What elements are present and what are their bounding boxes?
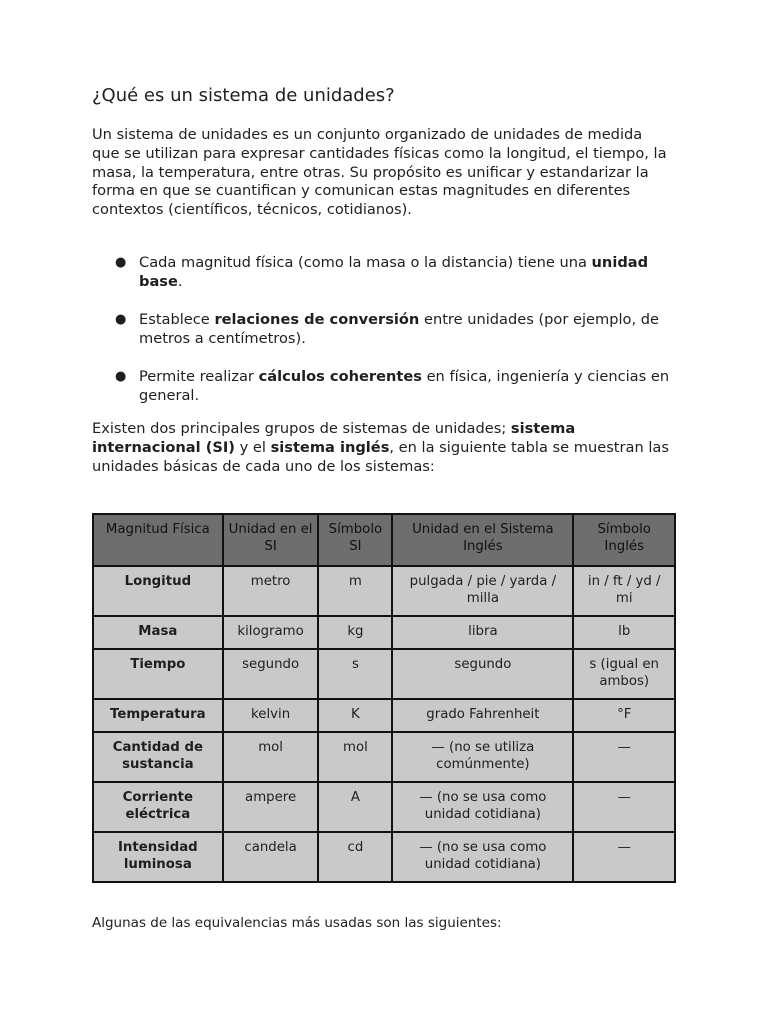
column-header: Magnitud Física (93, 514, 223, 566)
table-cell: grado Fahrenheit (392, 699, 573, 732)
table-cell: cd (318, 832, 392, 882)
bullet-list (92, 254, 672, 426)
table-cell: pulgada / pie / yarda / milla (392, 566, 573, 616)
table-header-row (93, 514, 675, 566)
table-cell: s (318, 649, 392, 699)
column-header: Unidad en el Sistema Inglés (392, 514, 573, 566)
table-cell: in / ft / yd / mi (573, 566, 675, 616)
table-cell: metro (223, 566, 319, 616)
table-cell: Tiempo (93, 649, 223, 699)
bullet-icon: ● (115, 255, 127, 270)
table-cell: kilogramo (223, 616, 319, 649)
table-row (93, 699, 675, 732)
systems-paragraph: Existen dos principales grupos de sistemas de unidades; sistema internacional (SI) y el sistema inglés, en la siguiente tabla se muestran las unidades básicas de cada uno de los sistemas: (92, 420, 669, 475)
table-row (93, 732, 675, 782)
table-cell: Cantidad de sustancia (93, 732, 223, 782)
table-cell: libra (392, 616, 573, 649)
table-cell: kg (318, 616, 392, 649)
table-cell: K (318, 699, 392, 732)
table-cell: Longitud (93, 566, 223, 616)
table-row (93, 649, 675, 699)
table-row (93, 616, 675, 649)
column-header: Unidad en el SI (223, 514, 319, 566)
table-cell: ampere (223, 782, 319, 832)
table-cell: — (573, 832, 675, 882)
table-cell: kelvin (223, 699, 319, 732)
equivalences-caption: Algunas de las equivalencias más usadas son las siguientes: (92, 915, 502, 931)
table-cell: s (igual en ambos) (573, 649, 675, 699)
list-item: ● Cada magnitud física (como la masa o la distancia) tiene una unidad base. (115, 254, 649, 290)
table-cell: segundo (392, 649, 573, 699)
table-cell: — (573, 782, 675, 832)
table-cell: segundo (223, 649, 319, 699)
table-cell: mol (318, 732, 392, 782)
table-cell: — (573, 732, 675, 782)
column-header: Símbolo SI (318, 514, 392, 566)
table-cell: candela (223, 832, 319, 882)
table-row (93, 832, 675, 882)
table-cell: Intensidad luminosa (93, 832, 223, 882)
intro-paragraph: Un sistema de unidades es un conjunto organizado de unidades de medida que se utilizan para expresar cantidades físicas como la longitud, el tiempo, la masa, la temperatura, entre otras. Su propósito es unificar y estandarizar la forma en que se cuantifican y comunican estas magnitudes en diferentes contextos (científicos, técnicos, cotidianos). (92, 126, 667, 219)
table-cell: Temperatura (93, 699, 223, 732)
table-cell: — (no se utiliza comúnmente) (392, 732, 573, 782)
table-cell: Corriente eléctrica (93, 782, 223, 832)
table-cell: °F (573, 699, 675, 732)
table-cell: m (318, 566, 392, 616)
column-header: Símbolo Inglés (573, 514, 675, 566)
bullet-icon: ● (115, 312, 127, 328)
list-item: ● Permite realizar cálculos coherentes en física, ingeniería y ciencias en general. (115, 368, 670, 405)
units-table (92, 513, 676, 883)
table-row (93, 782, 675, 832)
list-item: ● Establece relaciones de conversión entre unidades (por ejemplo, de metros a centímetros). (115, 311, 659, 347)
table-cell: mol (223, 732, 319, 782)
table-cell: — (no se usa como unidad cotidiana) (392, 782, 573, 832)
table-cell: A (318, 782, 392, 832)
table-cell: — (no se usa como unidad cotidiana) (392, 832, 573, 882)
page-title: ¿Qué es un sistema de unidades? (92, 85, 395, 106)
table-cell: Masa (93, 616, 223, 649)
bullet-icon: ● (115, 369, 127, 385)
table-row (93, 566, 675, 616)
table-cell: lb (573, 616, 675, 649)
